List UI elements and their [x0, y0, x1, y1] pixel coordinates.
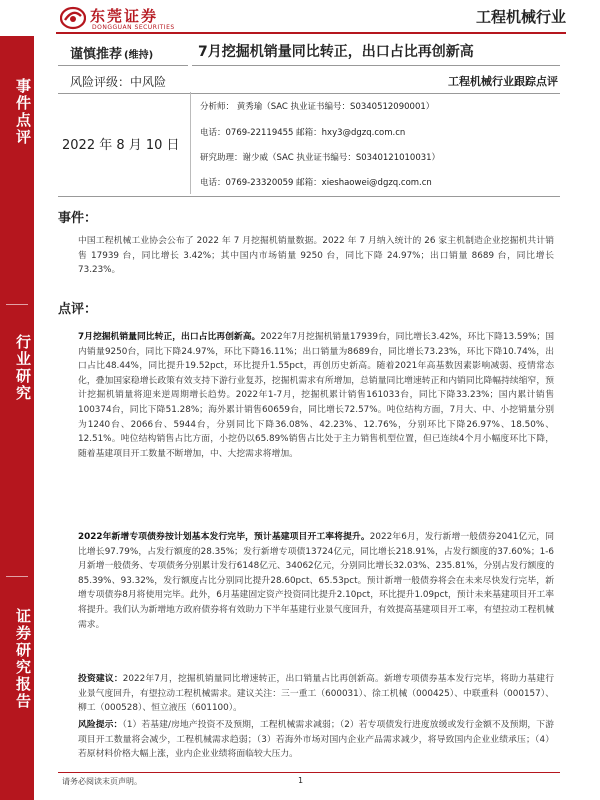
paragraph-text: 2022年6月，发行新增一般债券2041亿元，同比增长97.79%，占发行额度的28.35%；发行新增专项债13724亿元，同比增长218.91%，占发行额度的37.60%；1-6月新增一般债务、专项债务分别累计发行6148亿元、34062亿元，分别同比增长32.03%、235.81%，分别占发行额度的85.39%、93.32%，发行额度占比分别同比提升28.60pct、65.53pct。预计新增一般债券将会在未来尽快发行完毕，新增专项债券8月将使用完毕。此外，6月基建固定资产投资同比提升2.10pct，环比提升1.09pct，预计未来基建项目开工率将提升。我们认为新增地方政府债券将有效助力下半年基建行业景气度回升，有效提高基建项目开工率，有望拉动工程机械需求。 — [78, 532, 554, 630]
comment-paragraph-1 — [78, 330, 554, 461]
header-divider — [56, 32, 566, 34]
assistant-contact: 电话：0769-23320059 邮箱：xieshaowei@dgzq.com.cn — [200, 178, 432, 188]
risk-level: 风险评级：中风险 — [70, 75, 167, 89]
brand-name-cn: 东莞证券 — [90, 7, 159, 25]
page-number: 1 — [298, 776, 304, 785]
sidebar-divider — [6, 304, 28, 305]
sidebar-divider — [6, 576, 28, 577]
summary-divider — [58, 65, 188, 66]
comment-heading: 点评： — [58, 302, 98, 317]
paragraph-lead: 2022年新增专项债券按计划基本发行完毕，预计基建项目开工率将提升。 — [78, 532, 370, 542]
brand-mark-icon — [60, 6, 86, 30]
summary-divider — [192, 65, 560, 66]
risk-warning — [78, 718, 554, 762]
event-paragraph: 中国工程机械工业协会公布了 2022 年 7 月挖掘机销量数据。2022 年 7 月纳入统计的 26 家主机制造企业挖掘机共计销售 17939 台，同比增长 3.42%；其中国内市场销量 9250 台，同比下降 24.97%；出口销量 8689 台，同比增长 73.23%。 — [78, 236, 554, 276]
summary-divider — [58, 93, 560, 94]
comment-paragraph-2 — [78, 530, 554, 632]
brand-logo — [56, 2, 186, 34]
rating-value: 谨慎推荐 — [70, 47, 123, 62]
sidebar-label-industry-research: 行业研究 — [14, 334, 32, 402]
analyst-contact: 电话：0769-22119455 邮箱：hxy3@dgzq.com.cn — [200, 128, 406, 138]
sidebar-label-event-comment: 事件点评 — [14, 78, 32, 146]
paragraph-lead: 7月挖掘机销量同比转正，出口占比再创新高。 — [78, 332, 261, 342]
info-divider — [190, 92, 191, 194]
brand-name-en: DONGGUAN SECURITIES — [92, 24, 175, 31]
paragraph-text: 2022年7月挖掘机销量17939台，同比增长3.42%，环比下降13.59%；国内销量9250台，同比下降24.97%，环比下降16.11%；出口销量为8689台，同比增长73.23%，环比下降10.74%，出口占比48.44%，同比提升19.52pct，环比提升1.55pct，再创历史新高。随着2021年高基数因素影响减弱、疫情常态化，叠加国家稳增长政策有效支持下游行业复苏，挖掘机需求有所增加，总销量同比增速转正和内销同比降幅持续缩窄，预计挖掘机销量将迎来逆周期增长趋势。2022年1-7月，挖掘机累计销售161033台，同比下降33.23%；国内累计销售100374台，同比下降51.28%；海外累计销售60659台，同比增长72.57%。吨位结构方面，7月大、中、小挖销量分别为1240台、2066台、5944台，分别同比下降36.08%、42.23%、12.76%，分别环比下降26.97%、18.50%、12.51%。吨位结构销售占比方面，小挖仍以65.89%销售占比处于主力销售机型位置，但已连续4个月小幅度环比下降，随着基建项目开工数量不断增加，中、大挖需求将增加。 — [78, 332, 555, 459]
event-heading: 事件： — [58, 211, 98, 226]
sidebar-label-securities-report: 证券研究报告 — [14, 608, 32, 710]
industry-title: 工程机械行业 — [475, 8, 566, 26]
footer-divider — [58, 772, 560, 773]
assistant-line: 研究助理：谢少威（SAC 执业证书编号：S0340121010031） — [200, 153, 441, 163]
paragraph-text: （1）若基建/房地产投资不及预期，工程机械需求减弱；（2）若专项债发行进度放缓或发行金额不及预期，下游项目开工数量将会减少，工程机械需求趋弱；（3）若海外市场对国内企业产品需求减少，将导致国内企业业绩承压；（4）若原材料价格大幅上涨，业内企业业绩将面临较大压力。 — [78, 720, 554, 760]
analyst-line: 分析师： 黄秀瑜（SAC 执业证书编号：S0340512090001） — [200, 102, 435, 112]
report-date: 2022 年 8 月 10 日 — [62, 138, 180, 153]
paragraph-text: 2022年7月，挖掘机销量同比增速转正，出口销量占比再创新高。新增专项债券基本发行完毕，将助力基建行业景气度回升，有望拉动工程机械需求。建议关注：三一重工（600031）、徐工机械（000425）、中联重科（000157）、柳工（000528）、恒立液压（601100）。 — [78, 674, 554, 714]
rating-sub: (维持) — [124, 50, 154, 61]
disclaimer-notice: 请务必阅读末页声明。 — [62, 777, 142, 786]
investment-advice — [78, 672, 554, 716]
sidebar — [0, 36, 34, 800]
report-type: 工程机械行业跟踪点评 — [448, 75, 558, 88]
report-title: 7月挖掘机销量同比转正，出口占比再创新高 — [198, 44, 474, 60]
summary-divider — [58, 196, 560, 197]
rating — [70, 43, 153, 62]
paragraph-lead: 投资建议： — [78, 674, 123, 684]
paragraph-lead: 风险提示： — [78, 720, 123, 730]
